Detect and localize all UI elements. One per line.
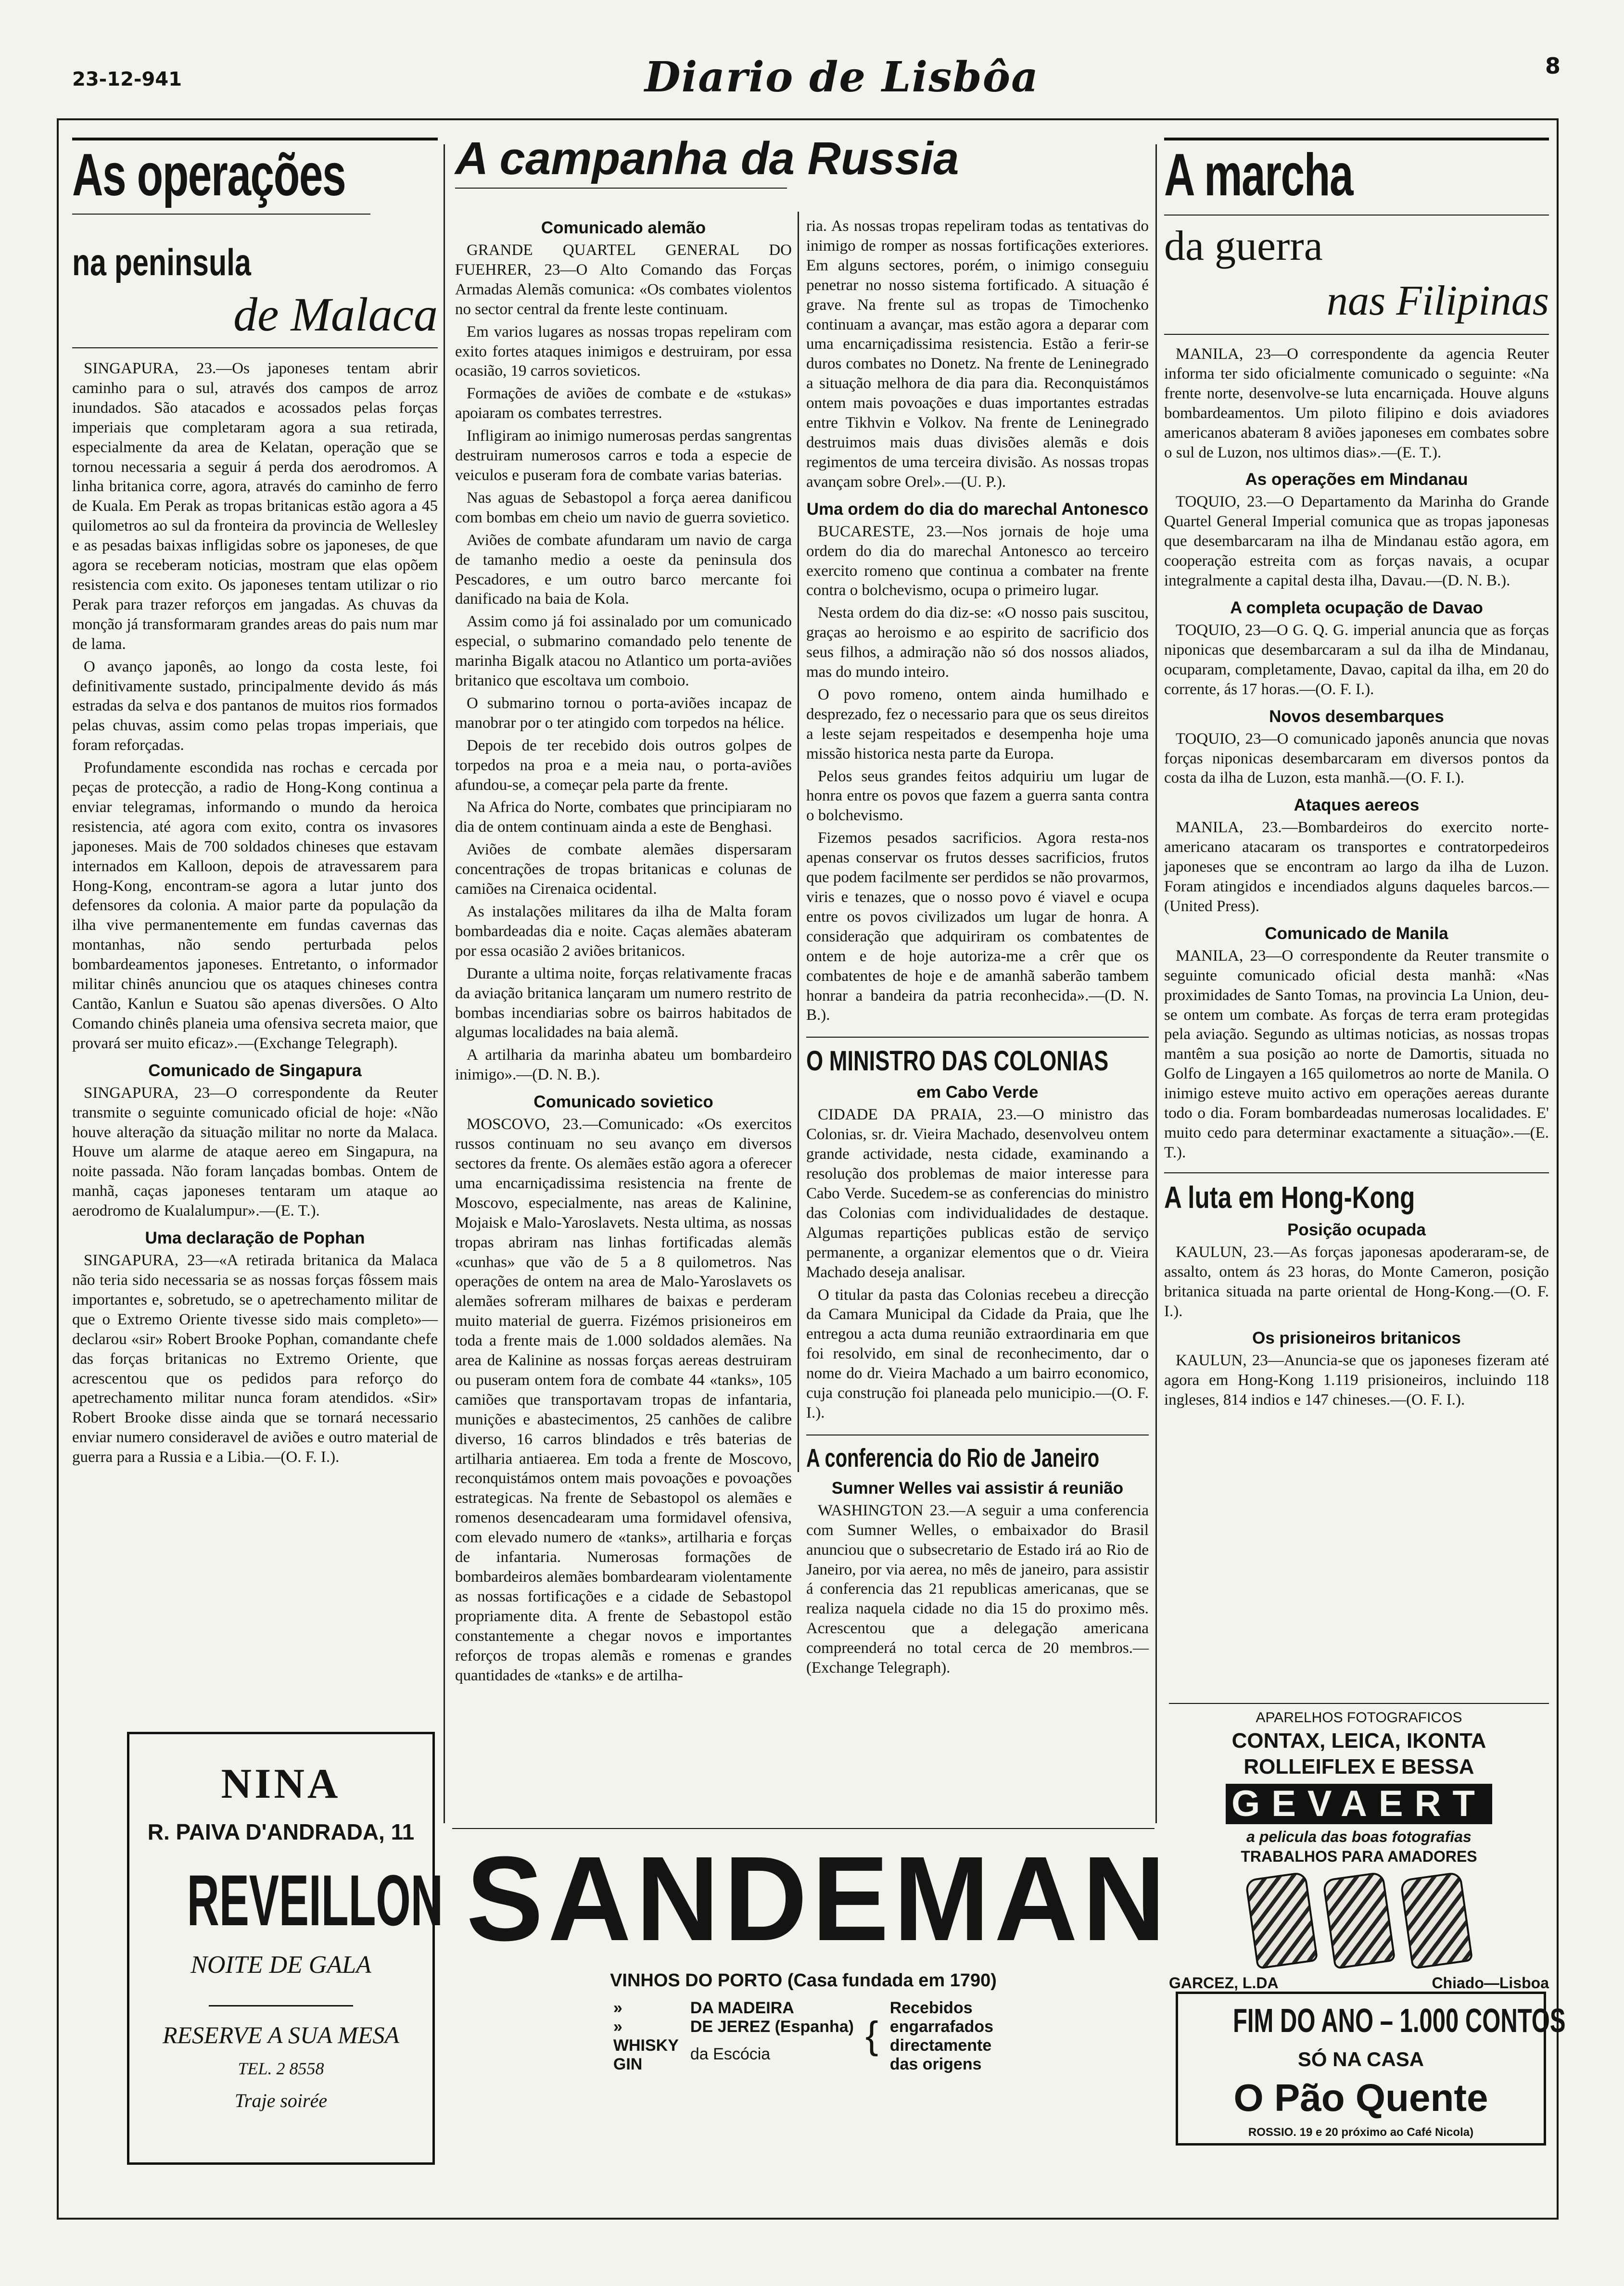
russia-paragraph: GRANDE QUARTEL GENERAL DO FUEHRER, 23—O Alto Comando das Forças Armadas Alemãs comunica: «Os combates violentos no sector central da frente leste continuam. xyxy=(455,241,792,318)
rio-subhead: Sumner Welles vai assistir á reunião xyxy=(831,1478,1124,1498)
davao-subhead: A completa ocupação de Davao xyxy=(1230,598,1483,617)
sandeman-left-labels xyxy=(613,1999,679,2074)
filipinas-headline-2: da guerra xyxy=(1164,223,1323,269)
gevaert-seller: GARCEZ, L.DA xyxy=(1169,1974,1279,1992)
malaca-headline-3: de Malaca xyxy=(233,288,438,341)
nina-brand: NINA xyxy=(221,1761,341,1807)
russia-paragraph: Assim como já foi assinalado por um comunicado especial, o submarino comandado pelo tenente de marinha Bigalk atacou no Atlantico um porta-aviões britanico que escoltava um comboio. xyxy=(455,613,792,690)
colonias-subhead: em Cabo Verde xyxy=(916,1083,1039,1102)
rule xyxy=(72,138,438,140)
antonesco-paragraph: Pelos seus grandes feitos adquiriu um lugar de honra entre os povos que fazem a guerra santa contra o bolchevismo. xyxy=(806,767,1149,825)
column-rule xyxy=(1155,144,1157,1823)
nina-reserve: RESERVE A SUA MESA xyxy=(162,2021,400,2048)
filipinas-paragraph: MANILA, 23—O correspondente da agencia Reuter informa ter sido oficialmente comunicado o seguinte: «Na frente norte, desenvolve-se luta encarniçada. Houve alguns bombardeamentos. Um piloto filipino e dois aviadores americanos abateram 8 aviões japoneses em combates sobre o sul de Luzon, nos ultimos dias».—(E. T.). xyxy=(1164,345,1549,461)
sandeman-brand: SANDEMAN xyxy=(466,1831,1170,1966)
rule xyxy=(1164,1172,1549,1173)
russia-paragraph: Em varios lugares as nossas tropas repeliram com exito fortes ataques inimigos e destruiram, por essa ocasião, 19 carros sovieticos. xyxy=(455,323,792,380)
malaca-paragraph: Profundamente escondida nas rochas e cercada por peças de protecção, a radio de Hong-Kong continua a enviar telegramas, informando o mundo da heroica resistencia, até agora com exito, contra os invasores japoneses. Mais de 700 soldados chineses que estavam internados em Kalloon, depois de atravessarem para Hong-Kong, encontram-se agora a lutar junto dos defensores da colonia. A maior parte da população da ilha vive permanentemente em fundas cavernas das montanhas, não sendo perturbada pelos bombardeamentos japoneses. Entretanto, o informador militar chinês anunciou que os ataques chineses contra Cantão, Kanlun e Suatou são apenas diversões. O Alto Comando chinês planeia uma ofensiva secreta maior, que provará ser muito eficaz».—(Exchange Telegraph). xyxy=(72,759,438,1052)
desembarques-paragraph: TOQUIO, 23—O comunicado japonês anuncia que novas forças niponicas desembarcaram em diversos pontos da costa da ilha de Luzon, esta manhã.—(O. F. I.). xyxy=(1164,730,1549,787)
russia-headline: A campanha da Russia xyxy=(455,133,959,184)
label: Recebidos xyxy=(889,1999,973,2017)
label: engarrafados xyxy=(889,2018,994,2036)
antonesco-paragraph: Fizemos pesados sacrificios. Agora resta-nos apenas conservar os frutos desses sacrificios, frutos que podem facilmente ser perdidos se não provarmos, viris e tenazes, que o nosso povo é viavel e ocupa entre os povos civilizados um lugar de honra. A consideração que adquiriram os combatentes de ontem e de hoje autoriza-me a crêr que os combatentes de hoje e de amanhã saberão tambem honrar a bandeira da patria reconhecida».—(D. N. B.). xyxy=(806,829,1149,1024)
rio-paragraph: WASHINGTON 23.—A seguir a uma conferencia com Sumner Welles, o embaixador do Brasil anunciou que o subsecretario de Estado irá ao Rio de Janeiro, por via aerea, no mês de janeiro, para assistir á conferencia das 21 republicas americanas, que se realiza naquela cidade no dia 15 do proximo mês. Acrescentou que a delegação americana compreenderá no total cerca de 20 membros.—(Exchange Telegraph). xyxy=(806,1501,1149,1677)
nina-dress: Traje soirée xyxy=(234,2090,328,2111)
page-number: 8 xyxy=(1545,53,1561,79)
colonias-paragraph: O titular da pasta das Colonias recebeu a direcção da Camara Municipal da Cidade da Praia, que lhe entregou a acta duma reunião extraordinaria em que foi resolvido, em sinal de reconhecimento, dar o nome do dr. Vieira Machado a um bairro economico, cuja construção foi planeada pelo municipio.—(O. F. I.). xyxy=(806,1286,1149,1422)
russia-paragraph: ria. As nossas tropas repeliram todas as tentativas do inimigo de romper as nossas fortificações exteriores. Em alguns sectores, porém, o inimigo conseguiu penetrar no nosso sistema fortificado. A situação é grave. Na frente sul as tropas de Timochenko continuam a avançar, mas estão agora a deparar com uma encarniçadissima resistencia. Estão a ferir-se duros combates no Donetz. Na frente de Leninegrado a situação melhora de dia para dia. Reconquistámos ontem mais povoações e duas importantes estradas entre Tikhvin e Volkov. Na frente de Leninegrado destruimos mais duas divisões alemãs e dois regimentos de uma terceira divisão. As nossas tropas avançam sobre Orel».—(U. P.). xyxy=(806,217,1149,491)
item: DE JEREZ (Espanha) xyxy=(690,2018,854,2036)
rule xyxy=(209,2005,353,2007)
sandeman-products xyxy=(452,1999,1155,2074)
colonias-paragraph: CIDADE DA PRAIA, 23.—O ministro das Colonias, sr. dr. Vieira Machado, desenvolveu ontem grande actividade, nesta cidade, examinando a resolução dos problemas de maior interesse para Cabo Verde. Sucedem-se as conferencias do ministro das Colonias com individualidades de destaque. Algumas repartições publicas estão de serviço permanente, a organizar elementos que o dr. Vieira Machado deseja analisar. xyxy=(806,1106,1149,1281)
russia-paragraph: O submarino tornou o porta-aviões incapaz de manobrar por o ter atingido com torpedos na hélice. xyxy=(455,694,792,732)
antonesco-subhead: Uma ordem do dia do marechal Antonesco xyxy=(806,499,1149,519)
pophan-subhead: Uma declaração de Pophan xyxy=(145,1229,365,1248)
label: directamente xyxy=(889,2036,992,2055)
russia-paragraph: Na Africa do Norte, combates que principiaram no dia de ontem continuam ainda a este de Benghasi. xyxy=(455,799,792,836)
film-roll-icon xyxy=(1322,1871,1396,1969)
column-rule xyxy=(798,212,799,1472)
russia-banner xyxy=(455,133,1148,189)
russia-paragraph: Aviões de combate alemães dispersaram concentrações de tropas britanicas e colunas de camiões na Cirenaica ocidental. xyxy=(455,841,792,898)
antonesco-paragraph: O povo romeno, ontem ainda humilhado e desprezado, fez o necessario para que os seus direitos a leste sejam respeitados e desempenha hoje uma missão historica nesta parte da Europa. xyxy=(806,686,1149,762)
ataques-subhead: Ataques aereos xyxy=(1294,796,1420,815)
russia-paragraph: MOSCOVO, 23.—Comunicado: «Os exercitos russos continuam no seu avanço em diversos sectores da frente. Os alemães estão agora a oferecer uma encarniçadissima resistencia na frente de Moscovo, especialmente, nas areas de Kalinine, Mojaisk e Malo-Yaroslavets. Nesta ultima, as nossas tropas abriram nas linhas fortificadas alemãs «cunhas» que vão de 5 a 8 quilometros. Nas operações de ontem na area de Malo-Yaroslavets os alemães sofreram milhares de baixas e perderam muito material de guerra. Fizémos prisioneiros em toda a frente mais de 1.000 soldados alemães. Na area de Kalinine as nossas forças aereas destruiram ou puseram ontem fora de combate 44 «tanks», 105 camiões que transportavam tropas de infantaria, munições e abastecimentos, 25 canhões de calibre diverso, 16 carros blindados e três baterias de artilharia antiaerea. Em toda a frente de Moscovo, reconquistámos ontem mais povoações e povoações estrategicas. Na frente de Sebastopol os alemães e romenos desencadearam uma formidavel ofensiva, com elevado numero de «tanks», artilharia e forças de infantaria. Numerosas formações de bombardeiros alemães bombardearam violentamente as nossas fortificações e a cidade de Sebastopol propriamente dita. A frente de Sebastopol estão constantemente a chegar novos e importantes reforços de tropas alemãs e romenas e grandes quantidades de «tanks» e de artilha- xyxy=(455,1116,792,1684)
pao-address: ROSSIO. 19 e 20 próximo ao Café Nicola) xyxy=(1248,2126,1474,2139)
rule xyxy=(72,214,370,215)
prisioneiros-paragraph: KAULUN, 23—Anuncia-se que os japoneses fizeram até agora em Hong-Kong 1.119 prisioneiros, incluindo 118 ingleses, 814 indios e 147 chineses.—(O. F. I.). xyxy=(1164,1352,1549,1409)
ataques-paragraph: MANILA, 23.—Bombardeiros do exercito norte-americano atacaram os transportes e contratorpedeiros japoneses que se encontram ao largo da ilha de Luzon. Foram atingidos e incendiados alguns daqueles barcos.—(United Press). xyxy=(1164,819,1549,915)
nina-title: REVEILLON xyxy=(187,1860,443,1941)
singapura-subhead: Comunicado de Singapura xyxy=(148,1061,362,1080)
gevaert-footer xyxy=(1169,1974,1549,1992)
nina-tel: TEL. 2 8558 xyxy=(238,2059,324,2078)
film-roll-icon xyxy=(1400,1871,1473,1969)
label: » xyxy=(613,2018,622,2036)
malaca-article xyxy=(72,133,438,1470)
gevaert-slogan2: TRABALHOS PARA AMADORES xyxy=(1241,1848,1477,1865)
rio-headline: A conferencia do Rio de Janeiro xyxy=(806,1443,1100,1473)
pao-brand: O Pão Quente xyxy=(1233,2076,1488,2119)
film-roll-icon xyxy=(1244,1871,1318,1969)
rule xyxy=(1164,215,1549,216)
sandeman-line1: VINHOS DO PORTO (Casa fundada em 1790) xyxy=(610,1970,997,1991)
item: DA MADEIRA xyxy=(690,1999,794,2017)
sovietico-subhead: Comunicado sovietico xyxy=(533,1092,713,1112)
filipinas-article xyxy=(1164,133,1549,1413)
russia-paragraph: Formações de aviões de combate e de «stukas» apoiaram os combates terrestres. xyxy=(455,385,792,422)
rule xyxy=(1169,1703,1549,1704)
label: WHISKY xyxy=(613,2036,679,2055)
gevaert-place: Chiado—Lisboa xyxy=(1432,1974,1549,1992)
singapura-paragraph: SINGAPURA, 23—O correspondente da Reuter transmite o seguinte comunicado oficial de hoje: «Não houve alteração da situação militar no norte da Malaca. Houve um alarme de ataque aereo em Singapura, na noite passada. Não foram lançadas bombas. Ontem de manhã, caças japoneses tentaram um ataque ao aerodromo de Kualalumpur».—(E. T.). xyxy=(72,1084,438,1220)
gevaert-line1: APARELHOS FOTOGRAFICOS xyxy=(1256,1710,1462,1726)
nina-advert xyxy=(127,1732,443,2165)
rule xyxy=(1164,138,1549,140)
russia-paragraph: As instalações militares da ilha de Malta foram bombardeadas dia e noite. Caças alemães abateram por essa ocasião 2 aviões britanicos. xyxy=(455,903,792,960)
pophan-paragraph: SINGAPURA, 23—«A retirada britanica da Malaca não teria sido necessaria se as nossas forças fôssem mais importantes e, sobretudo, se o apetrechamento militar de que o Extremo Oriente tivesse sido mais completo»—declarou «sir» Robert Brooke Pophan, comandante chefe das forças britanicas no Extremo Oriente, que acrescentou que os pedidos para reforço do apetrechamento militar nunca foram atendidos. «Sir» Robert Brooke disse ainda que se tornará necessario enviar numero consideravel de aviões e outro material de guerra para a Russia e a Libia.—(O. F. I.). xyxy=(72,1252,438,1466)
russia-paragraph: Durante a ultima noite, forças relativamente fracas da aviação britanica lançaram um numero restrito de bombas incendiarias sobre os bairros habitados de algumas localidades na baia alemã. xyxy=(455,965,792,1041)
manila-paragraph: MANILA, 23—O correspondente da Reuter transmite o seguinte comunicado oficial desta manhã: «Nas proximidades de Santo Tomas, na provincia La Union, deu-se ontem um combate. As forças de terra eram protegidas pela aviação. Segundo as ultimas noticias, as nossas tropas mantêm a sua posição ao norte de Damortis, situada no Golfo de Lingayen a 165 quilometros ao norte de Manila. O inimigo esteve muito activo em operações aereas durante todo o dia. Foram bombardeadas numerosas localidades. E' muito cedo para determinar exactamente a situação».—(E. T.). xyxy=(1164,947,1549,1161)
issue-date: 23-12-941 xyxy=(72,68,182,90)
nina-address: R. PAIVA D'ANDRADA, 11 xyxy=(147,1819,415,1844)
russia-paragraph: Infligiram ao inimigo numerosas perdas sangrentas destruiram numerosos carros e toda a especie de veiculos e puseram fora de combate varias baterias. xyxy=(455,427,792,484)
item: da Escócia xyxy=(690,2045,771,2064)
sandeman-items xyxy=(690,1999,854,2074)
gevaert-brand: GEVAERT xyxy=(1226,1784,1492,1824)
pao-line1: FIM DO ANO – 1.000 CONTOS xyxy=(1233,2002,1566,2039)
gevaert-line2: CONTAX, LEICA, IKONTA xyxy=(1231,1729,1486,1753)
pao-quente-advert xyxy=(1176,1992,1566,2146)
pao-line2: SÓ NA CASA xyxy=(1297,2048,1424,2070)
malaca-headline-1: As operações xyxy=(72,142,346,208)
gevaert-advert xyxy=(1169,1703,1549,1992)
label: » xyxy=(613,1999,622,2017)
nina-subtitle: NOITE DE GALA xyxy=(190,1951,371,1979)
brace: { xyxy=(865,2014,878,2057)
malaca-headline-2: na peninsula xyxy=(72,241,251,283)
gevaert-slogan1: a pelicula das boas fotografias xyxy=(1246,1828,1472,1845)
antonesco-paragraph: BUCARESTE, 23.—Nos jornais de hoje uma ordem do dia do marechal Antonesco ao terceiro exercito romeno que continua a combater na frente contra o bolchevismo, ocupa o primeiro lugar. xyxy=(806,522,1149,599)
newspaper-title: Diario de Lisbôa xyxy=(645,53,1039,102)
malaca-paragraph: SINGAPURA, 23.—Os japoneses tentam abrir caminho para o sul, através dos campos de arroz inundados. São atacados e acossados pelas forças imperiais que completaram agora a sua retirada, especialmente da area de Kelatan, operação que se tornou necessaria a seguir á perda dos aerodromos. A linha britanica corre, agora, através do caminho de ferro de Kuala. Em Perak as tropas britanicas estão agora a 45 quilometros ao sul da fronteira da provincia de Wellesley e as pesadas baixas infligidas sobre os japoneses, de que agora se receberam noticias, mostram que elas opõem resistencia com exito. Os japoneses tentam utilizar o rio Perak para trazer reforços em jangadas. As chuvas da monção já transformaram grandes areas do pais num mar de lama. xyxy=(72,360,438,653)
label: das origens xyxy=(889,2055,982,2074)
sandeman-right-labels xyxy=(890,1999,993,2074)
rule xyxy=(806,1037,1149,1038)
russia-paragraph: Aviões de combate afundaram um navio de carga de tamanho medio a oeste da peninsula dos Pescadores, e um outro barco mercante foi danificado na baia de Kola. xyxy=(455,531,792,608)
antonesco-paragraph: Nesta ordem do dia diz-se: «O nosso pais suscitou, graças ao heroismo e ao espirito de sacrificio dos seus filhos, a admiração não só dos nossos aliados, mas do mundo inteiro. xyxy=(806,604,1149,681)
film-rolls-illustration xyxy=(1169,1875,1549,1971)
mindanau-paragraph: TOQUIO, 23.—O Departamento da Marinha do Grande Quartel General Imperial comunica que as tropas japonesas que desembarcaram na ilha de Mindanau estão agora, em cooperação estreita com as forças navais, a ocupar integralmente a capital desta ilha, Davau.—(D. N. B.). xyxy=(1164,493,1549,590)
russia-paragraph: Nas aguas de Sebastopol a força aerea danificou com bombas em cheio um navio de guerra sovietico. xyxy=(455,489,792,526)
russia-column-b xyxy=(806,216,1149,1681)
rule xyxy=(1164,334,1549,335)
rule xyxy=(72,347,438,348)
russia-column-a xyxy=(455,216,792,1688)
alemao-subhead: Comunicado alemão xyxy=(541,218,706,237)
russia-paragraph: Depois de ter recebido dois outros golpes de torpedos na proa e a meia nau, o porta-aviões afundou-se, a começar pela parte da frente. xyxy=(455,737,792,794)
rule xyxy=(452,1828,1155,1829)
prisioneiros-subhead: Os prisioneiros britanicos xyxy=(1252,1329,1461,1348)
colonias-headline: O MINISTRO DAS COLONIAS xyxy=(806,1045,1109,1077)
malaca-paragraph: O avanço japonês, ao longo da costa leste, foi definitivamente sustado, principalmente devido ás más estradas da selva e dos pantanos de muitos rios formados pelas chuvas, assim como pelas tropas imperiais, que foram reforçadas. xyxy=(72,658,438,754)
filipinas-headline-1: A marcha xyxy=(1164,142,1353,208)
rule xyxy=(455,188,787,189)
desembarques-subhead: Novos desembarques xyxy=(1269,707,1444,726)
filipinas-headline-3: nas Filipinas xyxy=(1326,278,1549,324)
gevaert-line3: ROLLEIFLEX E BESSA xyxy=(1243,1755,1474,1778)
posicao-paragraph: KAULUN, 23.—As forças japonesas apoderaram-se, de assalto, ontem ás 23 horas, do Monte Cameron, posição britanica situada na parte oriental de Hong-Kong.—(O. F. I.). xyxy=(1164,1243,1549,1320)
russia-paragraph: A artilharia da marinha abateu um bombardeiro inimigo».—(D. N. B.). xyxy=(455,1046,792,1084)
posicao-subhead: Posição ocupada xyxy=(1287,1220,1426,1239)
mindanau-subhead: As operações em Mindanau xyxy=(1245,470,1468,489)
davao-paragraph: TOQUIO, 23—O G. Q. G. imperial anuncia que as forças niponicas que desembarcaram a sul da ilha de Mindanau, ocuparam, completamente, Davao, capital da ilha, em 20 do corrente, ás 17 horas.—(O. F. I.). xyxy=(1164,621,1549,698)
column-rule xyxy=(444,144,445,1823)
sandeman-advert xyxy=(452,1828,1170,2126)
hongkong-headline: A luta em Hong-Kong xyxy=(1164,1180,1415,1215)
manila-subhead: Comunicado de Manila xyxy=(1265,924,1448,943)
label: GIN xyxy=(613,2055,643,2074)
